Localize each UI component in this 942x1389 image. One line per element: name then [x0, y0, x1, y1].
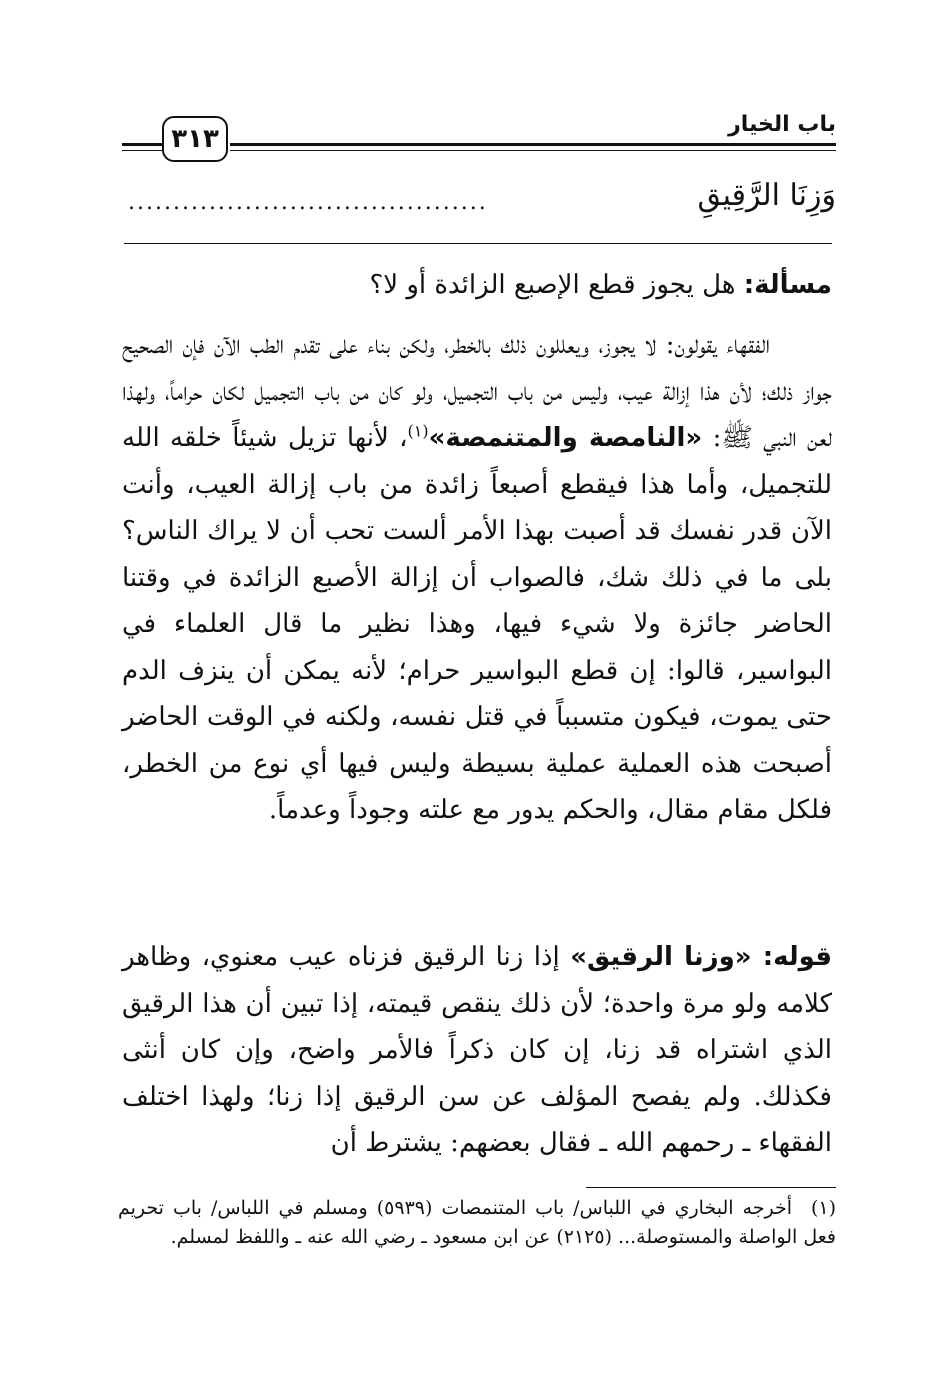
footnote-marker[interactable]: (١) — [407, 421, 429, 441]
page-number: ٣١٣ — [162, 116, 228, 162]
paragraph-2 — [122, 934, 832, 1167]
matn-dots: ........................................ — [128, 190, 488, 215]
footnote-text: أخرجه البخاري في اللباس/ باب المتنمصات (٥٩٣٩) ومسلم في اللباس/ باب تحريم فعل الواصلة والمستوصلة... (٢١٢٥) عن ابن مسعود ـ رضي الله عنه ـ واللفظ لمسلم. — [118, 1197, 836, 1248]
chapter-title: باب الخيار — [722, 112, 836, 137]
paragraph-1-part-2: ، لأنها تزيل شيئاً خلقه الله للتجميل، وأما هذا فيقطع أصبعاً زائدة من باب إزالة العيب، وأنت الآن قدر نفسك قد أصبت بهذا الأمر ألست تحب أن لا يراك الناس؟ بلى ما في ذلك شك، فالصواب أن إزالة الأصبع الزائدة في وقتنا الحاضر جائزة ولا شيء فيها، وهذا نظير ما قال العلماء في البواسير، قالوا: إن قطع البواسير حرام؛ لأنه يمكن أن ينزف الدم حتى يموت، فيكون متسبباً في قتل نفسه، ولكنه في الوقت الحاضر أصبحت هذه العملية عملية بسيطة وليس فيها أي نوع من الخطر، فلكل مقام مقال، والحكم يدور مع علته وجوداً وعدماً. — [122, 423, 832, 825]
hadith-quote: «النامصة والمتنمصة» — [428, 423, 703, 453]
paragraph-2-text: إذا زنا الرقيق فزناه عيب معنوي، وظاهر كلامه ولو مرة واحدة؛ لأن ذلك ينقص قيمته، إذا تبين أن هذا الرقيق الذي اشتراه قد زنا، إن كان ذكراً فالأمر واضح، وإن كان أنثى فكذلك. ولم يفصح المؤلف عن سن الرقيق إذا زنا؛ ولهذا اختلف الفقهاء ـ رحمهم الله ـ فقال بعضهم: يشترط أن — [122, 942, 832, 1158]
question-text: هل يجوز قطع الإصبع الزائدة أو لا؟ — [369, 270, 744, 300]
header-rule — [122, 150, 162, 151]
paragraph-2-label: قوله: — [762, 942, 833, 972]
footnote-divider — [586, 1187, 836, 1188]
footnote-number: (١) — [810, 1197, 836, 1219]
paragraph-2-quote: «وزنا الرقيق» — [570, 942, 763, 972]
header-rule — [122, 143, 162, 146]
header-rule — [230, 150, 836, 151]
paragraph-1 — [122, 322, 832, 834]
header-rule — [230, 143, 836, 146]
question-line — [122, 262, 832, 309]
matn-divider — [124, 243, 832, 244]
footnote — [118, 1194, 836, 1252]
matn-text: وَزِنَا الرَّقِيقِ — [697, 178, 836, 213]
paragraph-1-part-1: الفقهاء يقولون: لا يجوز، ويعللون ذلك بالخطر، ولكن بناء على تقدم الطب الآن فإن الصحيح جواز ذلك؛ لأن هذا إزالة عيب، وليس من باب التجميل، ولو كان من باب التجميل لكان حراماً، ولهذا لعن النبي ﷺ: — [122, 330, 832, 453]
question-label: مسألة: — [743, 270, 832, 300]
